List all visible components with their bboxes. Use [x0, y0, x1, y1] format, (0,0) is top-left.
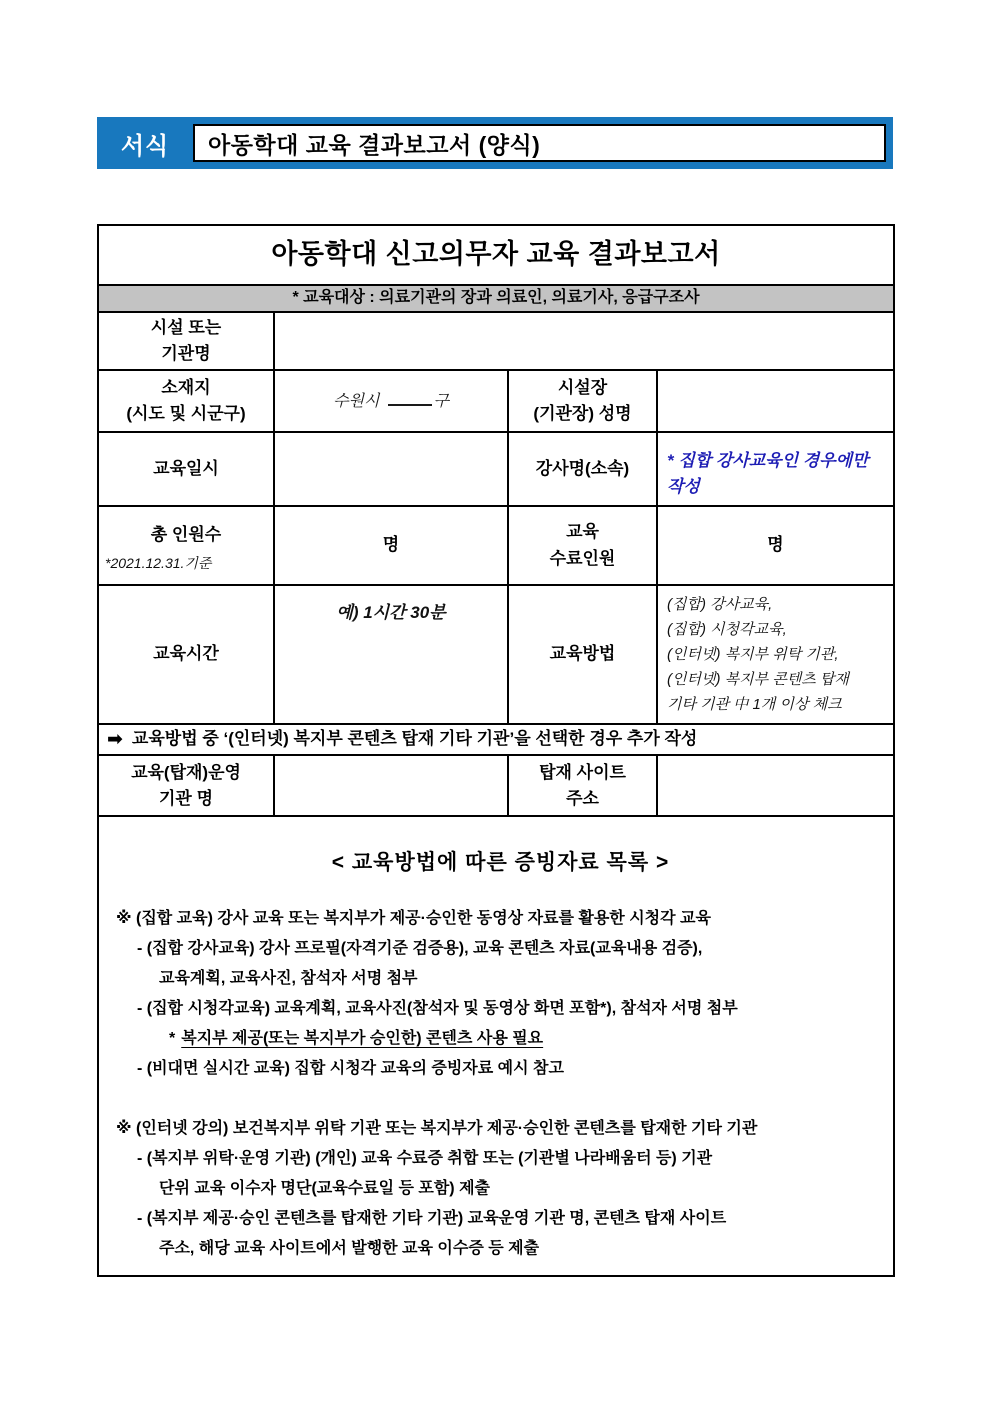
edu-method-option: 기타 기관 中 1개 이상 체크: [667, 696, 842, 713]
education-date-value-cell: [274, 432, 508, 506]
completed-people-label-line2: 수료인원: [549, 548, 616, 568]
edu-method-option: (인터넷) 복지부 위탁 기관,: [667, 646, 839, 663]
table-row: [98, 506, 894, 585]
form-title: 아동학대 신고의무자 교육 결과보고서: [98, 225, 894, 285]
location-label: [98, 370, 274, 432]
evidence-section: [98, 816, 894, 1276]
total-people-label: [98, 506, 274, 585]
evidence-line: [116, 1024, 885, 1054]
location-value-suffix: 구: [433, 392, 449, 410]
education-method-label: 교육방법: [508, 585, 657, 724]
evidence-line: [116, 1144, 885, 1174]
evidence-line: [116, 964, 885, 994]
evidence-heading: < 교육방법에 따른 증빙자료 목록 >: [331, 851, 670, 875]
completed-people-label-line1: 교육: [566, 522, 599, 542]
instructor-note: * 집합 강사교육인 경우에만 작성: [657, 432, 894, 506]
evidence-line-text: - (비대면 실시간 교육) 집합 시청각 교육의 증빙자료 예시 참고: [137, 1059, 564, 1077]
evidence-line: [116, 904, 885, 934]
form-header-bar: [97, 117, 893, 169]
site-address-label-line2: 주소: [566, 788, 599, 808]
edu-method-options: [657, 585, 894, 724]
evidence-line-marker: *: [169, 1029, 176, 1047]
site-address-value-cell: [657, 755, 894, 816]
evidence-line: [116, 1054, 885, 1084]
education-date-label: 교육일시: [98, 432, 274, 506]
table-row: [98, 370, 894, 432]
facility-name-label-line2: 기관명: [161, 344, 211, 363]
evidence-line: [116, 1174, 885, 1204]
evidence-line-spacer: [116, 1084, 885, 1114]
total-people-sublabel: *2021.12.31.기준: [105, 555, 212, 572]
evidence-line-text: ※ (인터넷 강의) 보건복지부 위탁 기관 또는 복지부가 제공·승인한 콘텐츠를 탑재한 기타 기관: [116, 1119, 758, 1137]
evidence-line: [116, 1114, 885, 1144]
location-label-line1: 소재지: [161, 377, 211, 397]
location-label-line2: (시도 및 시군구): [126, 404, 246, 423]
edu-method-option: (인터넷) 복지부 콘텐츠 탑재: [667, 671, 849, 688]
operator-org-label-line1: 교육(탑재)운영: [131, 762, 241, 782]
table-row: [98, 755, 894, 816]
evidence-line-text: 단위 교육 이수자 명단(교육수료일 등 포함) 제출: [159, 1179, 490, 1197]
extra-note-text: 교육방법 중 ‘(인터넷) 복지부 콘텐츠 탑재 기타 기관’을 선택한 경우 추가 작성: [131, 729, 698, 748]
location-value-cell: [274, 370, 508, 432]
operator-org-label-line2: 기관 명: [159, 788, 213, 808]
evidence-line-text: ※ (집합 교육) 강사 교육 또는 복지부가 제공·승인한 동영상 자료를 활용한 시청각 교육: [116, 909, 711, 927]
evidence-section-inner: [99, 817, 893, 1264]
table-row: [98, 312, 894, 370]
evidence-line: [116, 934, 885, 964]
table-row: [98, 432, 894, 506]
report-form-table: [97, 224, 895, 1277]
header-badge: 서식: [120, 132, 170, 160]
director-name-label: [508, 370, 657, 432]
table-row: [98, 285, 894, 312]
total-people-label-line1: 총 인원수: [150, 524, 222, 544]
location-value-prefix: 수원시: [333, 392, 380, 410]
evidence-line-text: 교육계획, 교육사진, 참석자 서명 첨부: [159, 969, 418, 987]
site-address-label: [508, 755, 657, 816]
operator-org-value-cell: [274, 755, 508, 816]
extra-note-row: [98, 724, 894, 755]
completed-people-label: [508, 506, 657, 585]
evidence-line: [116, 1204, 885, 1234]
director-name-value-cell: [657, 370, 894, 432]
site-address-label-line1: 탑재 사이트: [539, 762, 626, 782]
table-row: [98, 585, 894, 724]
operator-org-label: [98, 755, 274, 816]
header-title: 아동학대 교육 결과보고서 (양식): [208, 131, 541, 158]
facility-name-label: [98, 312, 274, 370]
evidence-line-text: 복지부 제공(또는 복지부가 승인한) 콘텐츠 사용 필요: [181, 1029, 544, 1047]
location-blank-line: [388, 391, 432, 406]
evidence-line: [116, 994, 885, 1024]
evidence-line-text: - (복지부 위탁·운영 기관) (개인) 교육 수료증 취합 또는 (기관별 나라배움터 등) 기관: [137, 1149, 713, 1167]
evidence-line-text: 주소, 해당 교육 사이트에서 발행한 교육 이수증 등 제출: [159, 1239, 540, 1257]
table-row: [98, 724, 894, 755]
edu-method-option: (집합) 시청각교육,: [667, 621, 787, 638]
evidence-line-text: - (집합 강사교육) 강사 프로필(자격기준 검증용), 교육 콘텐츠 자료(교육내용 검증),: [137, 939, 703, 957]
evidence-line: [116, 1234, 885, 1264]
facility-name-value-cell: [274, 312, 894, 370]
completed-people-unit: 명: [657, 506, 894, 585]
total-people-unit: 명: [274, 506, 508, 585]
edu-method-option: (집합) 강사교육,: [667, 596, 773, 613]
education-time-example: 예) 1시간 30분: [274, 585, 508, 724]
header-title-box: [193, 124, 886, 162]
director-name-label-line2: (기관장) 성명: [533, 404, 632, 423]
table-row: [98, 225, 894, 285]
education-time-label: 교육시간: [98, 585, 274, 724]
education-target-note: * 교육대상 : 의료기관의 장과 의료인, 의료기사, 응급구조사: [98, 285, 894, 312]
director-name-label-line1: 시설장: [557, 377, 608, 397]
instructor-label: 강사명(소속): [508, 432, 657, 506]
evidence-line-text: - (복지부 제공·승인 콘텐츠를 탑재한 기타 기관) 교육운영 기관 명, 콘텐츠 탑재 사이트: [137, 1209, 727, 1227]
evidence-line-text: - (집합 시청각교육) 교육계획, 교육사진(참석자 및 동영상 화면 포함*), 참석자 서명 첨부: [137, 999, 738, 1017]
facility-name-label-line1: 시설 또는: [150, 317, 222, 337]
evidence-lines: [116, 904, 885, 1264]
table-row: [98, 816, 894, 1276]
right-arrow-icon: ➡: [107, 729, 123, 750]
